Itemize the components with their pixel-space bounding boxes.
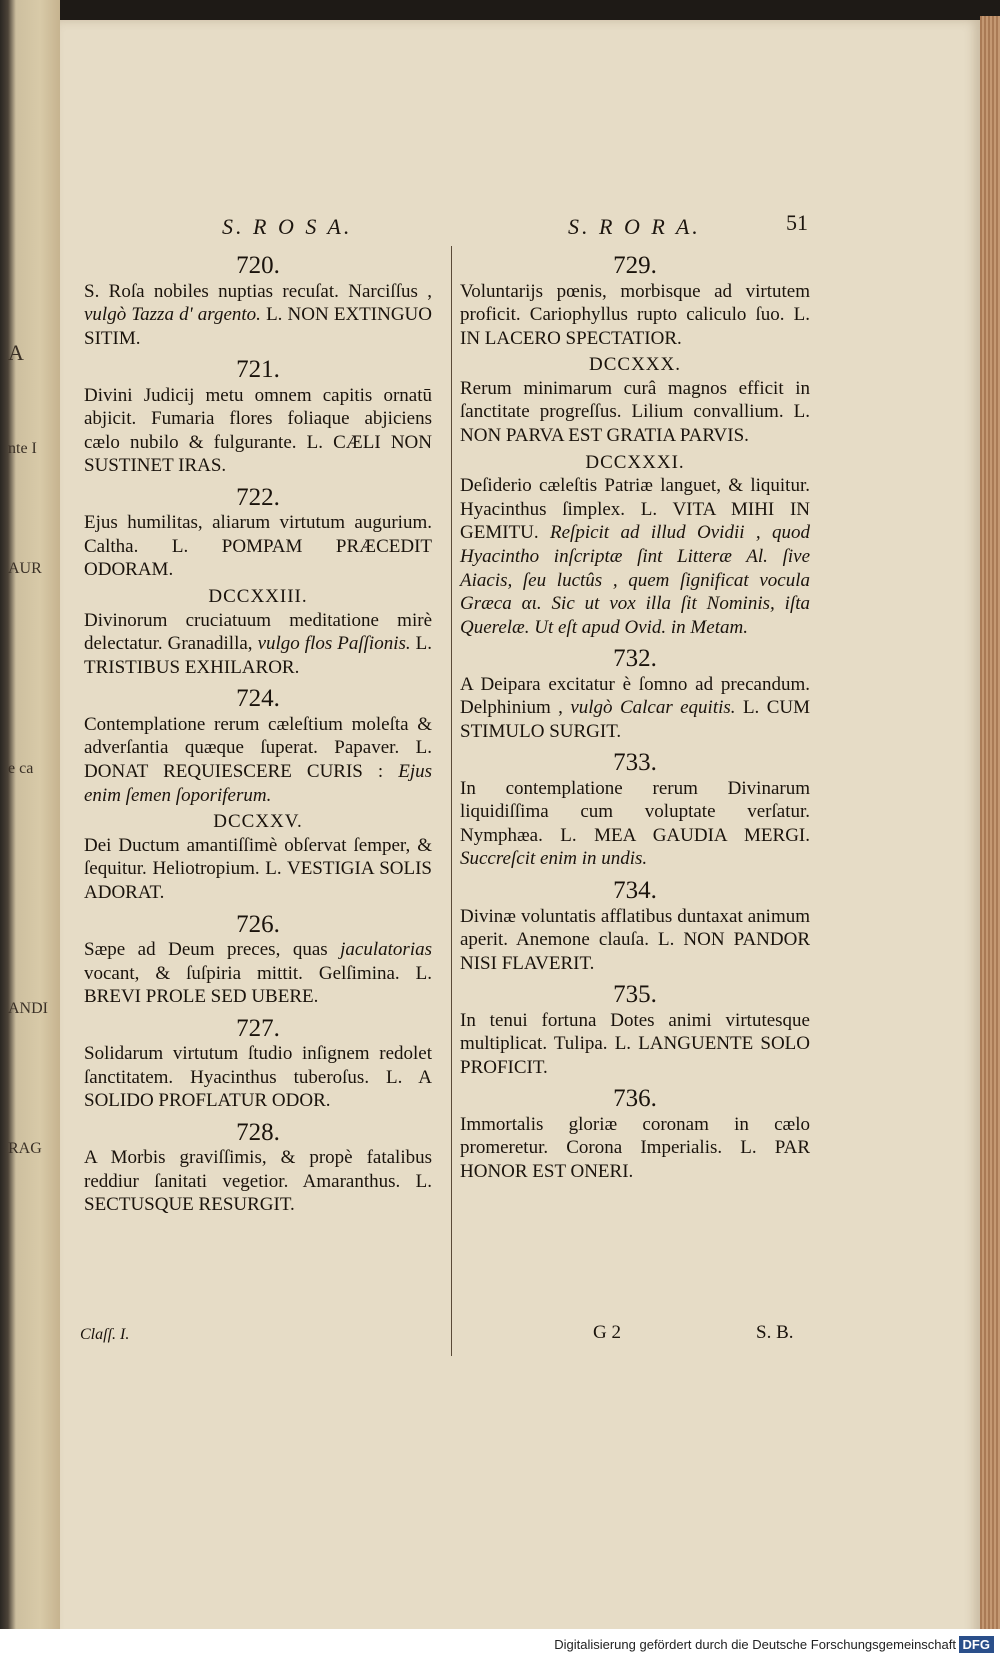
entry-text: [460, 905, 810, 976]
entry-number: 721.: [236, 356, 280, 384]
entry-number: 726.: [236, 910, 280, 938]
entry-number: 733.: [613, 749, 657, 777]
entry-italic: vulgò Tazza d' argento.: [84, 304, 261, 326]
entry-text: [84, 834, 432, 905]
entry-tail: vocant, & ſuſpiria mittit. Gelſimina. L. BREVI PROLE SED UBERE.: [84, 962, 432, 1008]
entry-number: 736.: [613, 1085, 657, 1113]
entry-italic: Reſpicit ad illud Ovidii , quod Hyacintho inſcriptæ ſint Litteræ Al. ſive Aiacis, ſeu luctûs , quem ſignificat vocula Græca αι. Sic ut vox illa ſit Nominis, iſta Querelæ. Ut eſt apud Ovid. in Metam.: [460, 522, 810, 638]
adjacent-page-sliver: [0, 0, 60, 1659]
entry-text: [84, 384, 432, 478]
entry-text: [84, 1042, 432, 1113]
entry-number: 729.: [613, 252, 657, 279]
entry-body: S. Roſa nobiles nuptias recuſat. Narciſſus ,: [84, 280, 432, 302]
dfg-logo: DFG: [959, 1636, 994, 1653]
running-head-right: S. R O R A.: [568, 214, 701, 239]
entry-body: A Morbis graviſſimis, & propè fatalibus reddiur ſanitati vegetior. Amaranthus. L. SECTUSQUE RESURGIT.: [84, 1147, 432, 1216]
entry-italic: jaculatorias: [340, 939, 432, 961]
entry-body: Dei Ductum amantiſſimè obſervat ſemper, & ſequitur. Heliotropium. L. VESTIGIA SOLIS ADORAT.: [84, 834, 432, 903]
entry-number: 734.: [613, 877, 657, 905]
catchword: S. B.: [756, 1322, 794, 1343]
entry-text: [460, 1009, 810, 1080]
entry-text: [460, 474, 810, 639]
sliver-fragment: ANDI: [8, 1000, 48, 1017]
entry-italic: vulgo flos Paſſionis.: [257, 633, 411, 655]
entry-body: Deſiderio cæleſtis Patriæ languet, & liquitur. Hyacinthus ſimplex. L. VITA MIHI IN GEMITU.: [460, 475, 810, 544]
entry-number: DCCXXIII.: [208, 585, 308, 607]
left-column: [84, 246, 432, 1217]
entry-number: 732.: [613, 645, 657, 673]
entry-text: [84, 609, 432, 680]
entry-text: [460, 673, 810, 744]
entry-tail: L. TRISTIBUS EXHILAROR.: [84, 633, 432, 678]
signature-mark: G 2: [593, 1322, 621, 1343]
entry-text: [84, 280, 432, 351]
right-column: [460, 246, 810, 1183]
page-number: 51: [786, 210, 808, 235]
entry-body: Ejus humilitas, aliarum virtutum augurium. Caltha. L. POMPAM PRÆCEDIT ODORAM.: [84, 512, 432, 581]
entry-body: In contemplatione rerum Divinarum liquidiſſima cum voluptate verſatur. Nymphæa. L. MEA GAUDIA MERGI.: [460, 777, 810, 846]
entry-body: Sæpe ad Deum preces, quas: [84, 939, 341, 961]
entry-body: Immortalis gloriæ coronam in cælo promeretur. Corona Imperialis. L. PAR HONOR EST ONERI.: [460, 1113, 810, 1182]
entry-italic: Ejus enim ſemen ſoporiferum.: [84, 761, 432, 806]
entry-number: 720.: [236, 252, 280, 279]
entry-text: [84, 713, 432, 807]
entry-body: Contemplatione rerum cæleſtium moleſta & adverſantia quæque ſuperat. Papaver. L. DONAT REQUIESCERE CURIS :: [84, 713, 432, 782]
catchword-class: Claſſ. I.: [80, 1326, 130, 1343]
entry-text: [460, 1113, 810, 1184]
sliver-fragment: RAG: [8, 1140, 42, 1157]
page-edges: [980, 16, 1000, 1649]
entry-body: Solidarum virtutum ſtudio inſignem redolet ſanctitatem. Hyacinthus tuberoſus. L. A SOLIDO PROFLATUR ODOR.: [84, 1043, 432, 1112]
entry-body: In tenui fortuna Dotes animi virtutesque multiplicat. Tulipa. L. LANGUENTE SOLO PROFICIT.: [460, 1009, 810, 1078]
entry-body: Divinæ voluntatis afflatibus duntaxat animum aperit. Anemone clauſa. L. NON PANDOR NISI FLAVERIT.: [460, 905, 810, 974]
entry-text: [460, 777, 810, 871]
entry-number: 728.: [236, 1118, 280, 1146]
entry-number: 727.: [236, 1014, 280, 1042]
sliver-fragment: e ca: [8, 760, 34, 777]
entry-number: DCCXXXI.: [585, 451, 685, 473]
entry-number: 722.: [236, 483, 280, 511]
entry-text: [84, 511, 432, 582]
entry-number: DCCXXV.: [213, 811, 303, 833]
footer-credit: Digitalisierung gefördert durch die Deutsche Forschungsgemeinschaft: [554, 1637, 956, 1652]
entry-number: DCCXXX.: [589, 354, 681, 376]
entry-number: 735.: [613, 981, 657, 1009]
entry-tail: L. CUM STIMULO SURGIT.: [460, 697, 810, 742]
entry-number: 724.: [236, 685, 280, 713]
entry-body: Rerum minimarum curâ magnos efficit in ſanctitate progreſſus. Lilium convallium. L. NON PARVA EST GRATIA PARVIS.: [460, 377, 810, 447]
entry-italic: Succreſcit enim in undis.: [460, 848, 648, 870]
entry-text: [460, 280, 810, 351]
entry-body: Voluntarijs pœnis, morbisque ad virtutem proficit. Cariophyllus rupto caliculo ſuo. L. IN LACERO SPECTATIOR.: [460, 280, 810, 349]
sliver-fragment: A: [8, 340, 24, 365]
entry-text: [84, 938, 432, 1009]
entry-text: [460, 377, 810, 448]
column-divider: [451, 246, 452, 1356]
sliver-fragment: nte I: [8, 440, 37, 457]
entry-body: A Deipara excitatur è ſomno ad precandum. Delphinium ,: [460, 673, 810, 719]
entry-text: [84, 1146, 432, 1217]
entry-body: Divini Judicij metu omnem capitis ornatū abjicit. Fumaria flores foliaque abjiciens cælo nubilo & fulgurante. L. CÆLI NON SUSTINET IRAS.: [84, 384, 432, 477]
sliver-fragment: AUR: [8, 560, 42, 577]
entry-body: Divinorum cruciatuum meditatione mirè delectatur. Granadilla,: [84, 609, 432, 655]
running-head-left: S. R O S A.: [222, 214, 353, 239]
entry-tail: L. NON EXTINGUO SITIM.: [84, 304, 432, 349]
entry-italic: vulgò Calcar equitis.: [570, 697, 736, 719]
